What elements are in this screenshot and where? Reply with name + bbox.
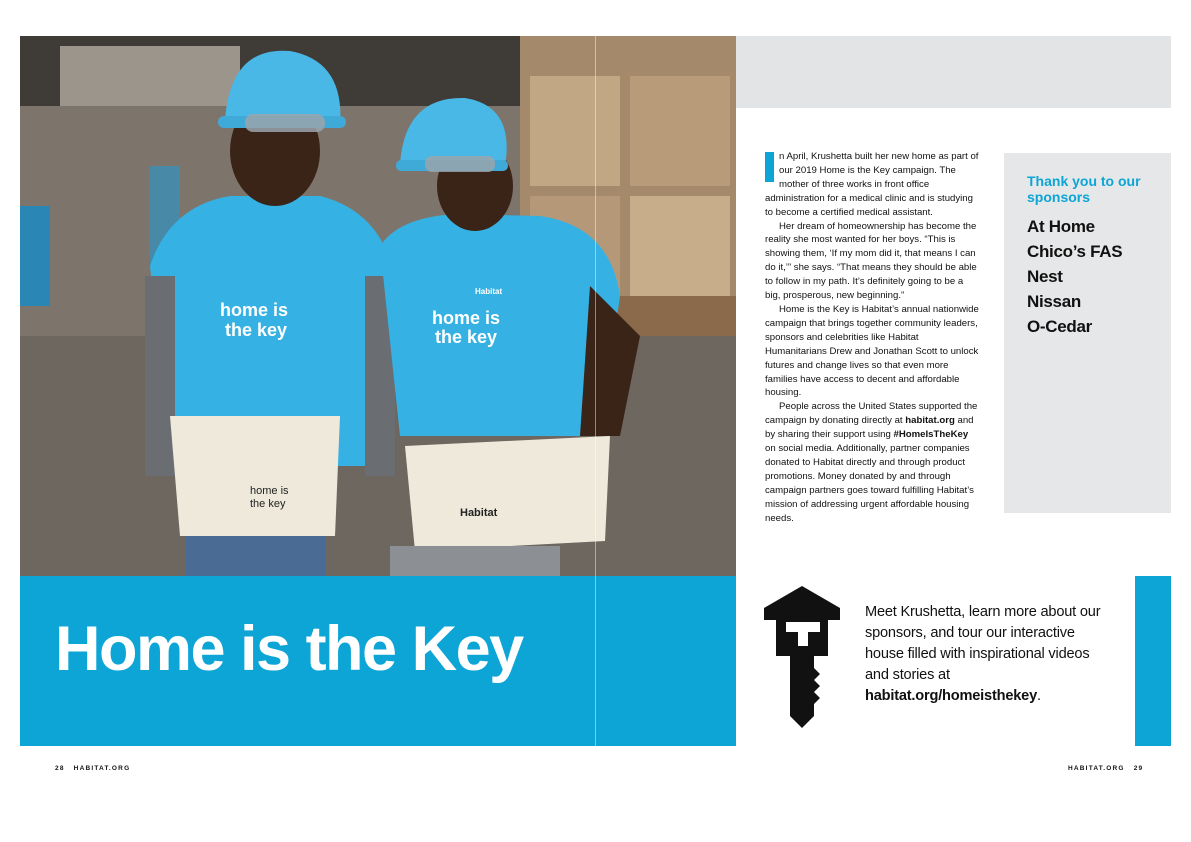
photo-illustration [20,36,736,576]
shirt-text-line2: the key [225,320,288,340]
svg-text:home is: home is [432,308,501,328]
article-p4-c: on social media. Additionally, partner companies donated to Habitat directly and through product promotions. Money donated by and through campaign partners goes toward fulfilling Habitat’s mission of addressing urgent affordable housing needs. [765,443,974,524]
svg-text:the key: the key [435,327,498,347]
cta-body: Meet Krushetta, learn more about our sponsors, and tour our interactive house filled with inspirational videos and stories at [865,604,1101,683]
folio-site-right: HABITAT.ORG [1068,765,1125,772]
page-number-right: 29 [1133,765,1144,772]
apron-text-line2: the key [250,498,286,510]
cta-end: . [1037,688,1041,704]
article-paragraph-3: Home is the Key is Habitat’s annual nationwide campaign that brings together community leaders, sponsors and celebrities like Habitat Humanitarians Drew and Jonathan Scott to unlock futures and change lives so that even more families have access to decent and affordable housing. [765,303,979,399]
drop-cap-marker [765,152,774,182]
apron-brand: Habitat [460,507,498,519]
page-headline: Home is the Key [55,614,523,684]
sponsor-item: O-Cedar [1027,317,1092,336]
article-paragraph-2: Her dream of homeownership has become the reality she most wanted for her boys. “This is showing them, ‘If my mom did it, that means I can do it,’” she says. “That means they should be able to follow in my path. It’s definitely going to be a big, prosperous, new beginning.” [765,220,977,302]
folio-site-left: HABITAT.ORG [73,765,131,772]
folio-left [55,765,130,772]
article-hashtag: #HomeIsTheKey [893,429,969,441]
apron-text-line1: home is [250,485,289,497]
article-paragraph-4 [765,400,979,525]
fold-line [595,36,596,746]
article-link-habitat[interactable]: habitat.org [905,415,955,427]
shirt-brand: Habitat [475,287,503,296]
sponsor-title: Thank you to our sponsors [1027,173,1141,205]
cta-text [865,602,1115,707]
key-house-icon [764,586,840,728]
right-blue-bar [1135,576,1171,746]
sponsor-item: Nest [1027,267,1063,286]
top-gray-band [736,36,1171,108]
article-paragraph-1 [765,150,979,220]
sponsor-item: Nissan [1027,292,1081,311]
sponsor-item: At Home [1027,217,1095,236]
sponsor-item: Chico’s FAS [1027,242,1123,261]
sponsor-list [1027,214,1122,339]
article-p1-text: n April, Krushetta built her new home as part of our 2019 Home is the Key campaign. The mother of three works in front office administration for a medical clinic and is studying to become a certified medical assistant. [765,151,979,218]
page-number-left: 28 [55,765,65,772]
article-body [765,150,979,525]
folio-right [1068,765,1143,772]
article-p4-b: and by sharing their support using [765,415,974,441]
cta-link[interactable]: habitat.org/homeisthekey [865,688,1037,704]
hero-photo [20,36,736,576]
shirt-text-line1: home is [220,300,289,320]
article-p4-a: People across the United States supported the campaign by donating directly at [765,401,978,427]
